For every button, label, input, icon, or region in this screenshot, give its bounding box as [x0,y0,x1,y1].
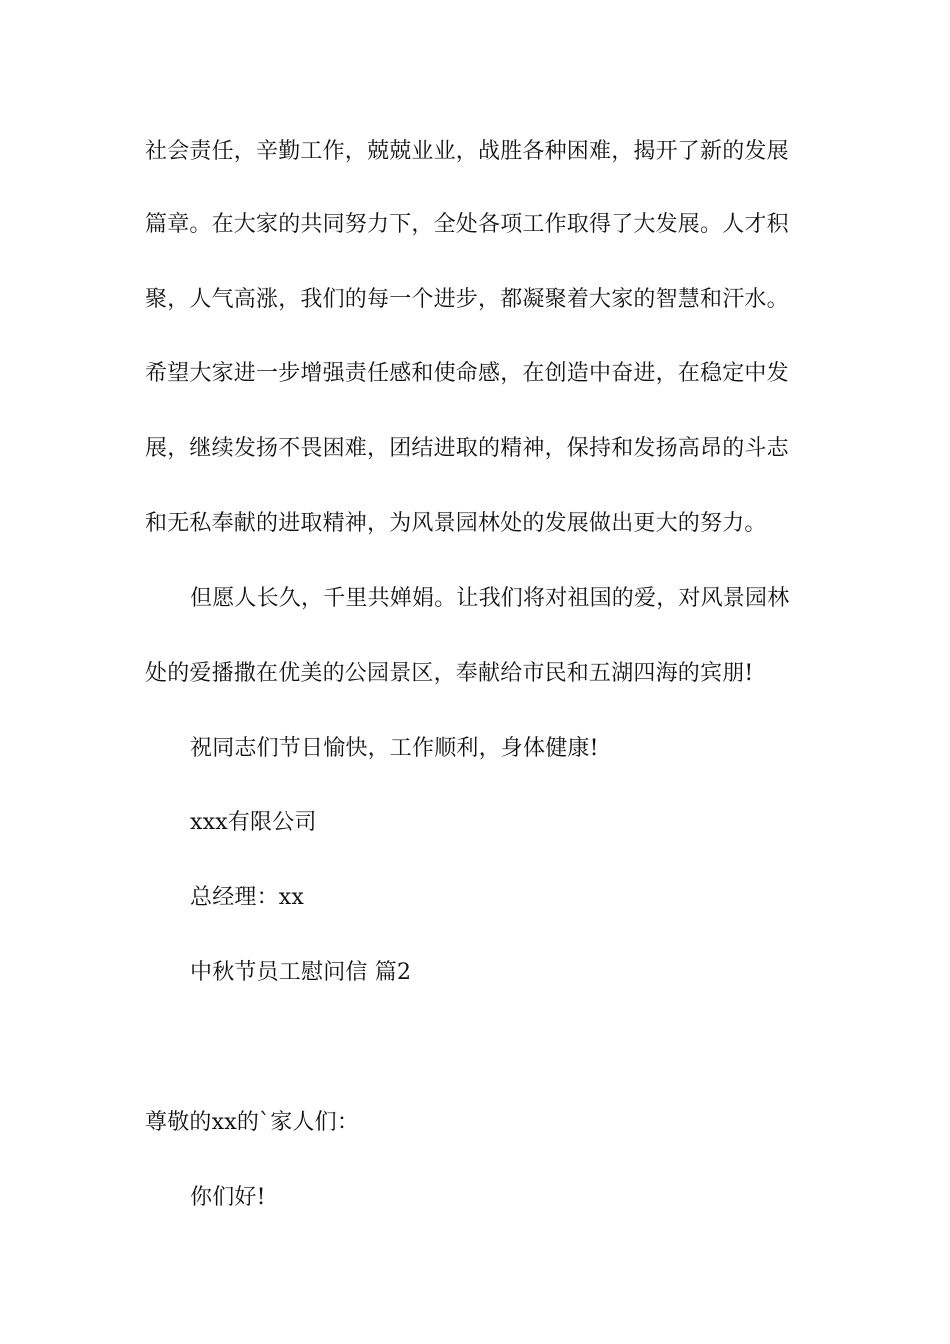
paragraph-line-3: 聚，人气高涨，我们的每一个进步，都凝聚着大家的智慧和汗水。 [145,287,789,312]
opening-line: 你们好! [190,1185,266,1210]
paragraph-line-2: 篇章。在大家的共同努力下，全处各项工作取得了大发展。人才积 [145,212,789,237]
paragraph-line-7: 但愿人长久，千里共婵娟。让我们将对祖国的爱，对风景园林 [190,586,790,611]
greeting-line: 祝同志们节日愉快，工作顺利，身体健康! [190,736,599,761]
paragraph-line-6: 和无私奉献的进取精神，为风景园林处的发展做出更大的努力。 [145,511,767,536]
section-heading: 中秋节员工慰问信 篇2 [190,960,412,985]
signature-line: 总经理：xx [190,885,305,910]
paragraph-line-1: 社会责任，辛勤工作，兢兢业业，战胜各种困难，揭开了新的发展 [145,139,789,164]
paragraph-line-8: 处的爱播撒在优美的公园景区，奉献给市民和五湖四海的宾朋! [145,661,754,686]
salutation: 尊敬的xx的`家人们： [145,1110,360,1135]
paragraph-line-5: 展，继续发扬不畏困难，团结进取的精神，保持和发扬高昂的斗志 [145,436,789,461]
company-name: xxx有限公司 [190,810,317,835]
paragraph-line-4: 希望大家进一步增强责任感和使命感，在创造中奋进，在稳定中发 [145,361,789,386]
